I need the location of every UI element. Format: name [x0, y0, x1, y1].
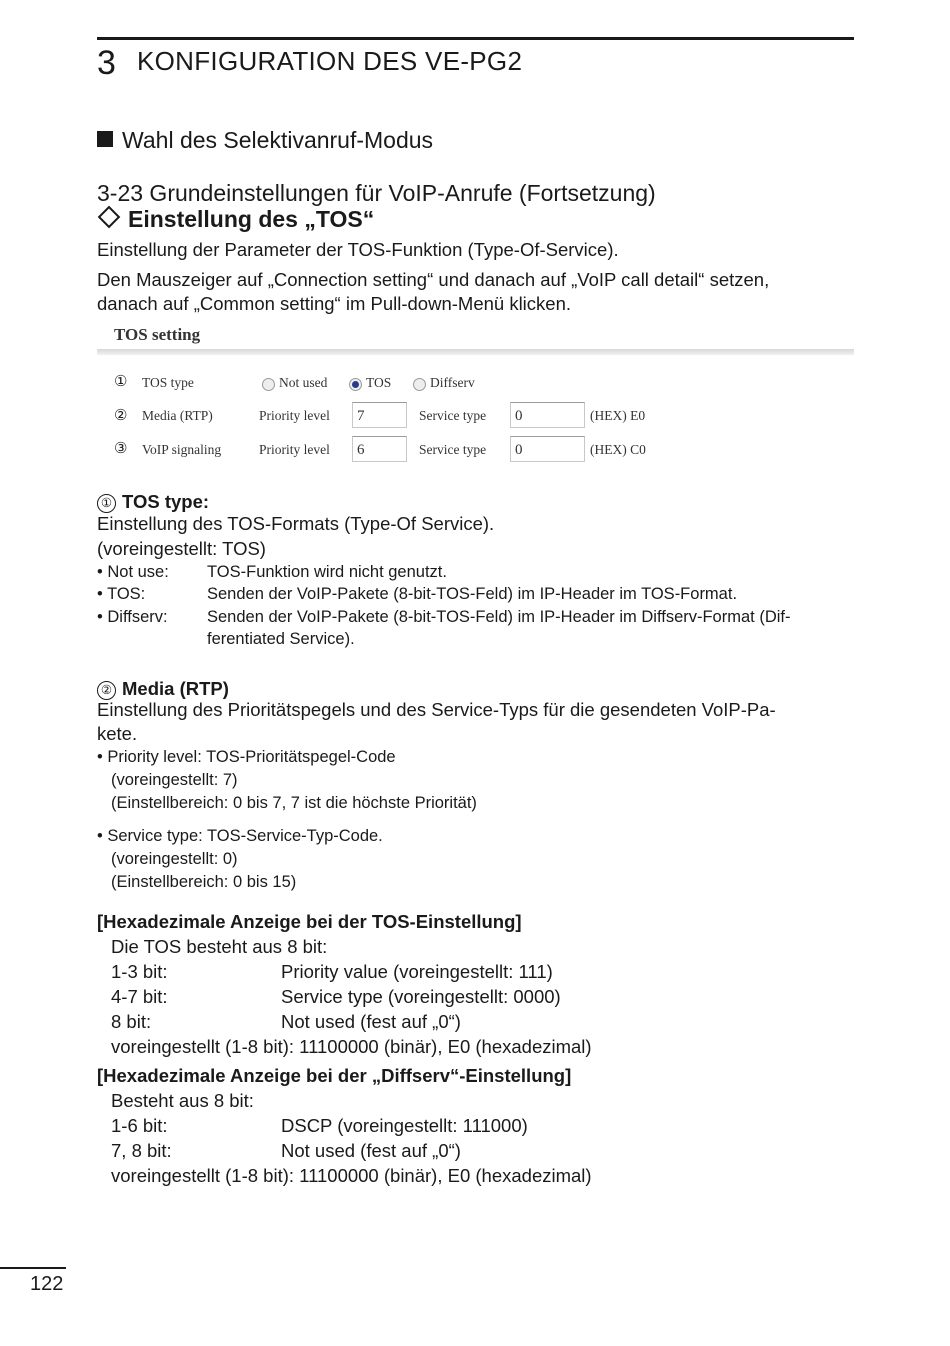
hex-diffserv-intro: Besteht aus 8 bit: [111, 1090, 254, 1111]
signaling-priority-input[interactable]: 6 [352, 436, 407, 462]
media-title: Media (RTP) [122, 678, 229, 699]
hex-diffserv-default: voreingestellt (1-8 bit): 11100000 (binär), E0 (hexadezimal) [111, 1165, 592, 1186]
media-priority-input[interactable]: 7 [352, 402, 407, 428]
media-hex-value: (HEX) E0 [590, 408, 646, 423]
screenshot-title-rule [97, 349, 854, 355]
hex-tos-row-1-value: Priority value (voreingestellt: 111) [281, 961, 553, 982]
hex-diffserv-row-2-value: Not used (fest auf „0“) [281, 1140, 461, 1161]
intro-line-3: danach auf „Common setting“ im Pull-down-Menü klicken. [97, 293, 572, 314]
hex-tos-row-3-value: Not used (fest auf „0“) [281, 1011, 461, 1032]
hex-tos-title: [Hexadezimale Anzeige bei der TOS-Einstellung] [97, 911, 522, 932]
media-priority-label: Priority level [259, 408, 330, 423]
hex-diffserv-row-2-key: 7, 8 bit: [111, 1140, 172, 1161]
hex-tos-intro: Die TOS besteht aus 8 bit: [111, 936, 328, 957]
voip-signaling-label: VoIP signaling [142, 442, 222, 457]
page-number: 122 [30, 1273, 64, 1295]
radio-not-used-label: Not used [279, 375, 328, 390]
chapter-number: 3 [97, 44, 116, 82]
hex-diffserv-row-1-value: DSCP (voreingestellt: 111000) [281, 1115, 528, 1136]
circled-number: ① [97, 494, 116, 513]
diamond-icon [98, 206, 121, 229]
service-default: (voreingestellt: 0) [111, 850, 238, 868]
tos-setting-screenshot [97, 322, 854, 474]
row-2-number: ② [114, 407, 128, 424]
hex-tos-row-2-key: 4-7 bit: [111, 986, 168, 1007]
signaling-hex-value: (HEX) C0 [590, 442, 646, 457]
subtitle-text: Einstellung des „TOS“ [128, 206, 375, 232]
tos-item-diffserv-text-1: Senden der VoIP-Pakete (8-bit-TOS-Feld) im IP-Header im Diffserv-Format (Dif- [207, 608, 791, 626]
radio-tos-label: TOS [366, 375, 392, 390]
priority-level-line: • Priority level: TOS-Prioritätspegel-Code [97, 748, 396, 766]
media-service-label: Service type [419, 408, 487, 423]
circled-number: ② [97, 681, 116, 700]
media-heading [97, 678, 229, 700]
hex-tos-row-2-value: Service type (voreingestellt: 0000) [281, 986, 561, 1007]
tos-type-default: (voreingestellt: TOS) [97, 538, 266, 559]
screenshot-title: TOS setting [114, 325, 201, 344]
radio-diffserv[interactable] [413, 378, 426, 391]
signaling-service-input[interactable]: 0 [510, 436, 585, 462]
hex-tos-row-3-key: 8 bit: [111, 1011, 152, 1032]
row-3-number: ③ [114, 440, 128, 457]
hex-diffserv-row-1-key: 1-6 bit: [111, 1115, 168, 1136]
tos-item-not-use-text: TOS-Funktion wird nicht genutzt. [207, 563, 447, 581]
signaling-priority-label: Priority level [259, 442, 330, 457]
tos-type-desc: Einstellung des TOS-Formats (Type-Of Service). [97, 513, 495, 534]
priority-range: (Einstellbereich: 0 bis 7, 7 ist die höchste Priorität) [111, 794, 477, 812]
tos-item-tos-text: Senden der VoIP-Pakete (8-bit-TOS-Feld) im IP-Header im TOS-Format. [207, 585, 738, 603]
hex-diffserv-title: [Hexadezimale Anzeige bei der „Diffserv“-Einstellung] [97, 1065, 572, 1086]
radio-not-used[interactable] [262, 378, 275, 391]
media-rtp-label: Media (RTP) [142, 408, 213, 423]
radio-tos[interactable] [349, 378, 362, 391]
tos-type-label: TOS type [142, 375, 194, 390]
radio-diffserv-label: Diffserv [430, 375, 475, 390]
media-desc-2: kete. [97, 723, 138, 744]
subtitle [97, 206, 374, 233]
tos-type-title: TOS type: [122, 491, 210, 512]
priority-default: (voreingestellt: 7) [111, 771, 238, 789]
service-type-line: • Service type: TOS-Service-Typ-Code. [97, 827, 383, 845]
chapter-title: KONFIGURATION DES VE-PG2 [137, 46, 523, 76]
hex-tos-default: voreingestellt (1-8 bit): 11100000 (binär), E0 (hexadezimal) [111, 1036, 592, 1057]
signaling-service-label: Service type [419, 442, 487, 457]
page-number-rule [0, 1267, 66, 1269]
tos-item-diffserv-key: • Diffserv: [97, 608, 168, 626]
section-title [97, 127, 433, 154]
tos-item-tos-key: • TOS: [97, 585, 146, 603]
hex-tos-row-1-key: 1-3 bit: [111, 961, 168, 982]
service-range: (Einstellbereich: 0 bis 15) [111, 873, 297, 891]
intro-line-2: Den Mauszeiger auf „Connection setting“ und danach auf „VoIP call detail“ setzen, [97, 269, 770, 290]
square-bullet-icon [97, 131, 113, 147]
media-service-input[interactable]: 0 [510, 402, 585, 428]
chapter-rule [97, 37, 854, 40]
section-title-text: Wahl des Selektivanruf-Modus [122, 127, 434, 153]
tos-type-heading [97, 491, 209, 513]
intro-line-1: Einstellung der Parameter der TOS-Funktion (Type-Of-Service). [97, 239, 619, 260]
row-1-number: ① [114, 373, 128, 390]
tos-item-diffserv-text-2: ferentiated Service). [207, 630, 355, 648]
media-desc-1: Einstellung des Prioritätspegels und des Service-Typs für die gesendeten VoIP-Pa- [97, 699, 776, 720]
tos-item-not-use-key: • Not use: [97, 563, 169, 581]
subheading: 3-23 Grundeinstellungen für VoIP-Anrufe (Fortsetzung) [97, 180, 656, 206]
